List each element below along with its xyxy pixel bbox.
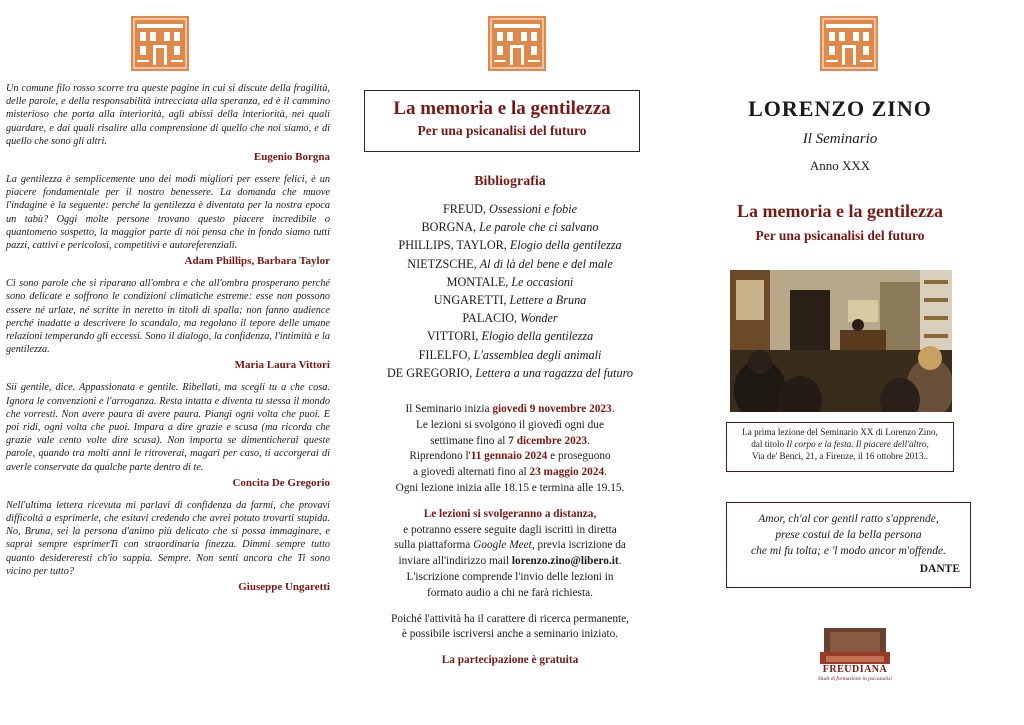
cover-subtitle: Per una psicanalisi del futuro [755, 228, 925, 243]
bibliography-item: FREUD, Ossessioni e fobie [442, 202, 578, 216]
bibliography-item: DE GREGORIO, Lettera a una ragazza del futuro [386, 365, 633, 380]
quote-text: Sii gentile, dice. Appassionata e gentile. Ribellati, ma scegli tu a che cosa. Ignora le convenzioni e l'arroganza. Resta intatta e diventa tu stessa il mondo che vorresti. Non avere paura di avere paura. Piangi ogni volta che puoi. E poi ridi, ogni volta che puoi. Impara a dire grazie e scusa (ma ricorda che grazie vale cento volte dire scusa). Non importa se dimenticherai queste parole, quando tra molti anni le ritroverai, magari per caso, ti accorgerai di averle conservate da qualche parte dentro di te. [6, 382, 330, 473]
building-logo-icon [488, 16, 546, 71]
dante-quote-box [726, 502, 971, 588]
quote-text: Ci sono parole che si riparano all'ombra e che all'ombra prosperano perché sono delicate e soffrono le condizioni climatiche estreme: esse non possono essere né urlate, né scritte in neretto in titoli di spalla; non fanno audience perché inadatte a descrivere lo scandalo, ma regolano il tepore delle umane relazioni temperando gli eccessi. Sono il dialogo, la confidenza, l'intimità e la gentilezza. [6, 278, 330, 356]
info-line: settimane fino al 7 dicembre 2023. [430, 434, 590, 447]
info-line: formato audio a chi ne farà richiesta. [427, 586, 593, 599]
publisher-name: FREUDIANA [822, 664, 888, 675]
poem-line: prese costui de la bella persona [775, 529, 922, 541]
bibliography-item: PALACIO, Wonder [462, 311, 558, 326]
cover-title: La memoria e la gentilezza [737, 201, 943, 221]
quote-text: Un comune filo rosso scorre tra queste pagine in cui si discute della fragilità, delle parole, e della responsabilità intrecciata alla speranza, ed è il cammino misterioso che porta alla interiorità, agli abissi della interiorità, nei quali guardare, e dai quali risalire alla comprensione di quello che noi siamo, e di quello che sono gli altri. [6, 83, 330, 147]
seminar-label: Il Seminario [802, 131, 878, 147]
bibliography-item: FILELFO, L'assemblea degli animali [418, 347, 602, 362]
left-panel [0, 0, 345, 725]
poem-line: Amor, ch'al cor gentil ratto s'apprende, [758, 513, 939, 525]
quote-text: La gentilezza è semplicemente uno dei modi migliori per essere felici, è un piacere fondamentale per il nostro benessere. La domanda che muove l'indagine è la seguente: perché la gentilezza è diventata per la nostra epoca un tabù? Oggi molte persone trovano questo piacere incredibile o quantomeno sospetto, la maggior parte di noi pensa che in fondo siamo tutti pazzi, cattivi e pericolosi, competitivi e autoreferenziali. [6, 174, 330, 252]
info-line: L'iscrizione comprende l'invio delle lezioni in [406, 570, 614, 583]
quote-author: Eugenio Borgna [253, 151, 330, 164]
quote-text: Nell'ultima lettera ricevuta mi parlavi di confidenza da farmi, che provavi difficoltà a esprimerle, che esitavi credendo che avrei potuto trovarti stupida. No, Bruna, sei la persona d'animo più delicato che si possa immaginare, e saprai sempre esprimerTi con straordinaria finezza. Dimmi sempre tutto quanto desidereresti ch'io sappia. Sempre. Non senti ancora che Ti sono vicino per tutto? [6, 499, 330, 577]
info-line: Poiché l'attività ha il carattere di ricerca permanente, [391, 612, 629, 625]
title-box [364, 90, 640, 152]
info-line: Riprendono l'11 gennaio 2024 e proseguono [409, 450, 611, 463]
quote-author: Concita De Gregorio [232, 476, 330, 489]
author-name: LORENZO ZINO [748, 96, 932, 121]
info-line: inviare all'indirizzo mail lorenzo.zino@libero.it. [398, 555, 622, 568]
info-line: sulla piattaforma Google Meet, previa iscrizione da [394, 539, 626, 552]
caption-line: La prima lezione del Seminario XX di Lorenzo Zino, [742, 427, 938, 437]
bibliography-heading: Bibliografia [474, 174, 546, 189]
info-line: Le lezioni si svolgeranno a distanza, [423, 507, 597, 520]
caption-line: dal titolo Il corpo e la festa. Il piacere dell'altro, [751, 439, 929, 450]
info-line: Il Seminario inizia giovedì 9 novembre 2023. [405, 403, 615, 415]
bibliography-item: MONTALE, Le occasioni [446, 274, 574, 289]
info-line: Le lezioni si svolgono il giovedì ogni due [416, 418, 604, 431]
seminar-info [345, 402, 675, 669]
caption-line: Via de' Benci, 21, a Firenze, il 16 ottobre 2013.. [751, 451, 929, 462]
seminar-subtitle: Per una psicanalisi del futuro [417, 123, 587, 138]
seminar-title: La memoria e la gentilezza [393, 98, 611, 119]
info-line: è possibile iscriversi anche a seminario iniziato. [401, 628, 619, 641]
poem-author: DANTE [919, 563, 960, 575]
middle-panel [345, 0, 690, 725]
photo-caption [726, 422, 954, 472]
poem-line: che mi fu tolta; e 'l modo ancor m'offende. [751, 545, 946, 557]
bibliography-item: NIETZSCHE, Al di là del bene e del male [407, 256, 613, 271]
building-logo-icon [131, 16, 189, 71]
quote-author: Maria Laura Vittori [234, 359, 330, 372]
info-line: La partecipazione è gratuita [441, 654, 579, 667]
info-line: Ogni lezione inizia alle 18.15 e termina alle 19.15. [395, 481, 625, 494]
seminar-photo [730, 270, 952, 412]
quote-author: Adam Phillips, Barbara Taylor [184, 255, 330, 268]
bibliography-item: PHILLIPS, TAYLOR, Elogio della gentilezza [398, 238, 622, 253]
quotes-list [6, 82, 330, 603]
bibliography-item: VITTORI, Elogio della gentilezza [426, 329, 594, 344]
info-line: a giovedì alternati fino al 23 maggio 2024. [413, 466, 607, 479]
bibliography-list [345, 200, 675, 382]
seminar-year: Anno XXX [809, 158, 871, 173]
quote-author: Giuseppe Ungaretti [238, 581, 330, 594]
building-logo-icon [820, 16, 878, 71]
email-link[interactable]: lorenzo.zino@libero.it [511, 555, 619, 568]
bibliography-item: UNGARETTI, Lettere a Bruna [433, 293, 587, 308]
right-panel [690, 0, 1024, 725]
publisher-subtitle: Studi di formazione in psicanalisi [818, 676, 892, 682]
bibliography-item: BORGNA, Le parole che ci salvano [421, 220, 599, 235]
info-line: e potranno essere seguite dagli iscritti in diretta [403, 523, 617, 536]
